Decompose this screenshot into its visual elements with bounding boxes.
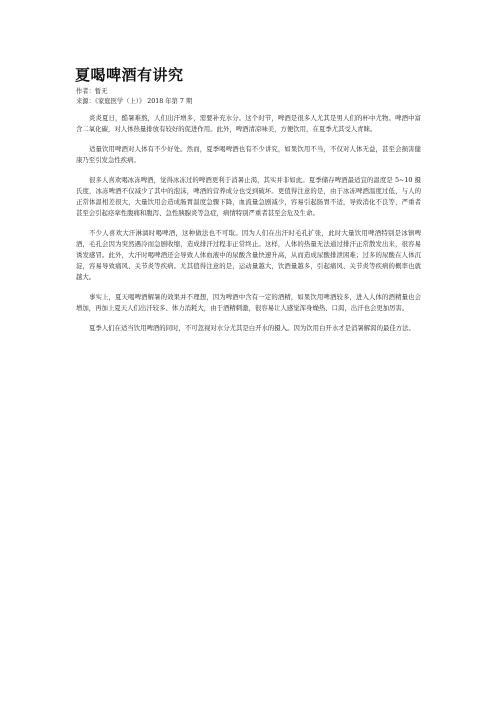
source-line: 来源：《家庭医学（上）》 2018 年第 7 期 xyxy=(76,98,193,105)
paragraph: 炎炎夏日，酷暑难熬，人们出汗增多，需要补充水分。这个时节，啤酒是很多人尤其是男人们的杯中尤物。啤酒中富含二氧化碳，对人体热量排放有较好的促进作用。此外，啤酒清凉味美，方便饮用，在夏季尤其受人青睐。 xyxy=(76,114,421,133)
article-body xyxy=(76,113,421,343)
paragraph: 夏季人们在适当饮用啤酒的同时，不可忽视对水分尤其是白开水的摄入。因为饮用白开水才是消暑解渴的最佳方法。 xyxy=(89,324,415,332)
author-line: 作者：暂无 xyxy=(76,88,108,95)
article-title: 夏喝啤酒有讲究 xyxy=(75,66,184,84)
paragraph: 适量饮用啤酒对人体有不少好处。然而，夏季喝啤酒也有不少讲究，如果饮用不当，不仅对人体无益，甚至会损害健康乃至引发急性疾病。 xyxy=(76,145,421,164)
paragraph: 很多人喜欢喝冰冻啤酒，觉得冰冻过的啤酒更利于消暑止渴，其实并非如此。夏季储存啤酒最适宜的温度是 5~10 摄氏度，冰冻啤酒不仅减少了其中的泡沫，啤酒的营养成分也受到破坏。更值得注意的是，由于冰冻啤酒温度过低，与人的正常体温相差很大，大量饮用会造成肠胃温度急骤下降，血流量急剧减少，容易引起肠胃不适，导致消化不良等，严重者甚至会引起痉挛性腹痛和腹泻、急性胰腺炎等急症，病情特别严重者甚至会危及生命。 xyxy=(76,176,421,217)
paragraph: 不少人喜欢大汗淋漓时喝啤酒，这种做法也不可取。因为人们在出汗时毛孔扩张，此时大量饮用啤酒特别是冰镇啤酒，毛孔会因为突然遇冷而急剧收缩，造成排汗过程非正常终止。这样，人体的热量无法通过排汗正常散发出来，很容易诱发感冒。此外，大汗时喝啤酒还会导致人体血液中的尿酸含量快速升高，从而造成尿酸排泄困难；过多的尿酸在人体沉淀，容易导致痛风、关节炎等疾病。尤其值得注意的是，运动量越大，饮酒量越多，引起痛风、关节炎等疾病的概率也就越大。 xyxy=(76,229,421,281)
paragraph: 事实上，夏天喝啤酒解暑的效果并不理想，因为啤酒中含有一定的酒精，如果饮用啤酒较多，进入人体的酒精量也会增加，再加上夏天人们出汗较多、体力消耗大，由于酒精刺激，很容易让人感觉浑身燥热、口渴，出汗也会更加厉害。 xyxy=(76,293,421,312)
